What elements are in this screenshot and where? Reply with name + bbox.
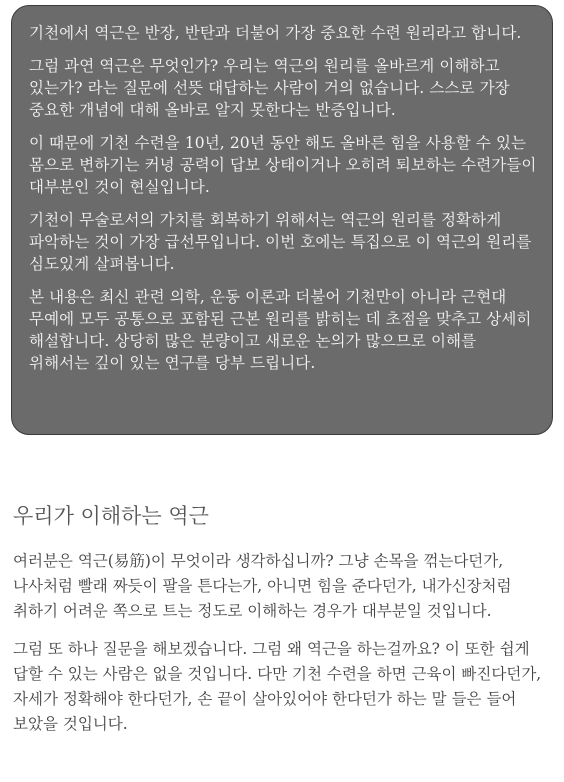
intro-paragraph-4: 기천이 무술로서의 가치를 회복하기 위해서는 역근의 원리를 정확하게 파악하는 것이 가장 급선무입니다. 이번 호에는 특집으로 이 역근의 원리를 심도있게 살펴봅니다. [29, 211, 532, 273]
intro-paragraph-3: 이 때문에 기천 수련을 10년, 20년 동안 해도 올바른 힘을 사용할 수 있는 몸으로 변하기는 커녕 공력이 답보 상태이거나 오히려 퇴보하는 수련가들이 대부분인 것이 현실입니다. [29, 134, 537, 196]
intro-paragraph-5: 본 내용은 최신 관련 의학, 운동 이론과 더불어 기천만이 아니라 근현대 무예에 모두 공통으로 포함된 근본 원리를 밝히는 데 초점을 맞추고 상세히 해설합니다. 상당히 많은 분량이고 새로운 논의가 많으므로 이해를 위해서는 깊이 있는 연구를 당부 드립니다. [29, 288, 532, 372]
section-heading: 우리가 이해하는 역근 [13, 504, 209, 528]
body-paragraph-2: 그럼 또 하나 질문을 해보겠습니다. 그럼 왜 역근을 하는걸까요? 이 또한 쉽게 답할 수 있는 사람은 없을 것입니다. 다만 기천 수련을 하면 근육이 빠진다던가, 자세가 정확해야 한다던가, 손 끝이 살아있어야 한다던가 하는 말 들은 들어 보았을 것입니다. [13, 640, 542, 733]
intro-paragraph-2: 그럼 과연 역근은 무엇인가? 우리는 역근의 원리를 올바르게 이해하고 있는가? 라는 질문에 선뜻 대답하는 사람이 거의 없습니다. 스스로 가장 중요한 개념에 대해 올바로 알지 못한다는 반증입니다. [29, 57, 510, 119]
intro-callout-box [11, 5, 553, 435]
section-body [13, 549, 553, 750]
intro-paragraph-1: 기천에서 역근은 반장, 반탄과 더불어 가장 중요한 수련 원리라고 합니다. [29, 24, 522, 42]
body-paragraph-1: 여러분은 역근(易筋)이 무엇이라 생각하십니까? 그냥 손목을 꺾는다던가, 나사처럼 빨래 짜듯이 팔을 튼다는가, 아니면 힘을 준다던가, 내가신장처럼 취하기 어려운 쪽으로 트는 정도로 이해하는 경우가 대부분일 것입니다. [13, 552, 512, 620]
